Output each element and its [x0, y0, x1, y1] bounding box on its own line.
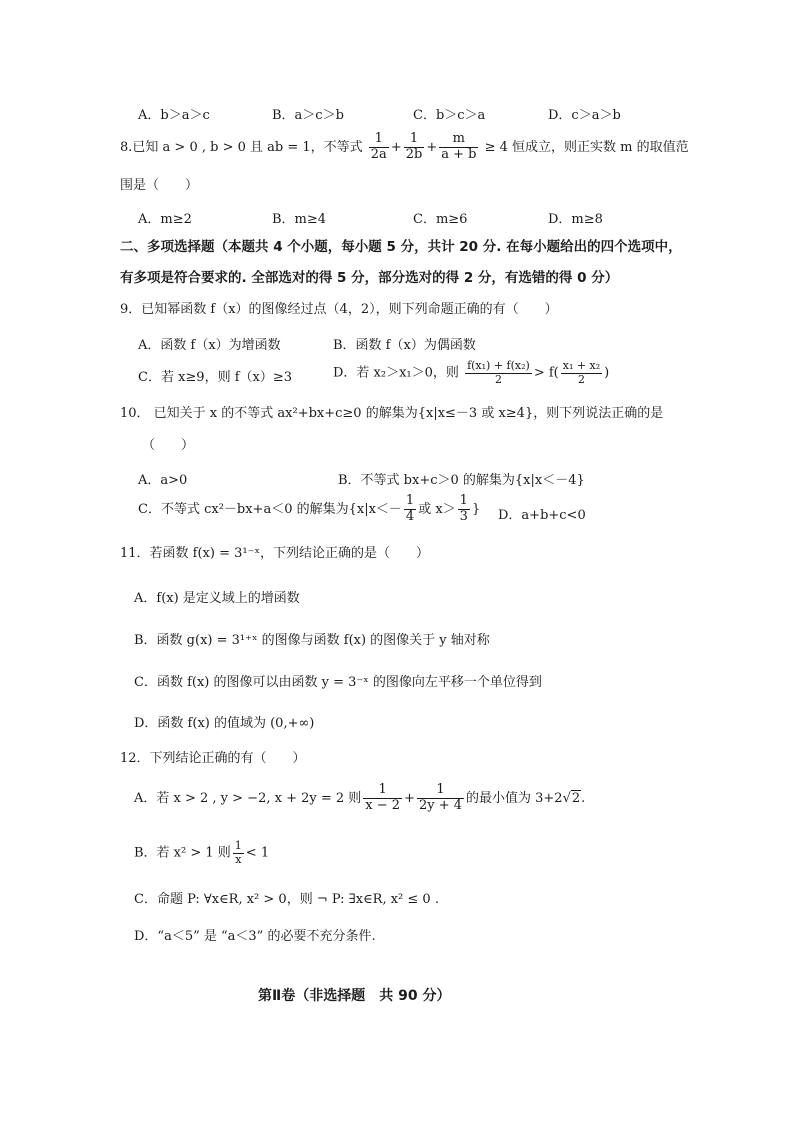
- q8-suffix: ≥ 4 恒成立，则正实数 m 的取值范: [484, 139, 689, 155]
- q9-option-d: D．若 x₂＞x₁＞0，则 $\frac{\text{f(x₁) + f(x₂)}}{2}$ > f( $\frac{\text{x₁ + x₂}}{2}$ ): [333, 359, 610, 386]
- q8-stem-line2: 围是（ ）: [120, 178, 199, 193]
- q8-stem: 8.已知 a > 0 , b > 0 且 ab = 1，不等式 $\frac{1}{2a}$ + $\frac{1}{2b}$ + $\frac{m}{a + b}$ ≥ 4 恒成立，则正实数 m 的取值范: [120, 131, 689, 162]
- q7-option-a: A．b＞a＞c: [138, 108, 210, 123]
- q8-option-d: D．m≥8: [548, 212, 603, 227]
- q12-option-a-sqrt: 2: [571, 790, 581, 806]
- section2-heading-line1: 二、多项选择题（本题共 4 个小题，每小题 5 分，共计 20 分. 在每小题给出的四个选项中，: [120, 239, 682, 255]
- q8-fraction-3: $\frac{m}{a + b}$: [441, 131, 477, 162]
- section2-heading-line2: 有多项是符合要求的. 全部选对的得 5 分，部分选对的得 2 分，有选错的得 0 分）: [120, 270, 619, 286]
- q9-option-d-fraction-1: $\frac{\text{f(x₁) + f(x₂)}}{2}$: [467, 359, 530, 386]
- q10-option-b: B．不等式 bx+c＞0 的解集为{x|x＜－4}: [338, 473, 585, 488]
- q11-option-b: B．函数 g(x) = 3¹⁺ˣ 的图像与函数 f(x) 的图像关于 y 轴对称: [134, 633, 490, 648]
- q11-option-c: C．函数 f(x) 的图像可以由函数 y = 3⁻ˣ 的图像向左平移一个单位得到: [134, 675, 542, 690]
- q12-option-a-fraction-1: $\frac{1}{x - 2}$: [365, 782, 401, 813]
- q12-option-b-fraction: $\frac{1}{x}$: [234, 839, 242, 866]
- q10-option-a: A．a>0: [138, 473, 188, 488]
- q10-paren: （ ）: [142, 438, 195, 453]
- q9-stem: 9．已知幂函数 f（x）的图像经过点（4，2），则下列命题正确的有（ ）: [120, 302, 558, 317]
- q12-option-c: C．命题 P: ∀x∈R, x² > 0，则 ¬ P: ∃x∈R, x² ≤ 0 .: [134, 892, 439, 907]
- q10-stem: 10． 已知关于 x 的不等式 ax²+bx+c≥0 的解集为{x|x≤－3 或 x≥4}，则下列说法正确的是: [120, 406, 664, 421]
- q9-option-c: C．若 x≥9，则 f（x）≥3: [138, 370, 293, 385]
- q12-option-a-fraction-2: $\frac{1}{2y + 4}$: [418, 782, 462, 813]
- q8-fraction-1: $\frac{1}{2a}$: [370, 131, 387, 162]
- q8-fraction-2: $\frac{1}{2b}$: [405, 131, 423, 162]
- q8-option-b: B．m≥4: [272, 212, 327, 227]
- q10-option-d: D．a+b+c<0: [498, 508, 586, 523]
- q11-option-a: A．f(x) 是定义域上的增函数: [134, 591, 300, 606]
- q9-option-b: B．函数 f（x）为偶函数: [333, 338, 476, 353]
- q8-prefix: 8.已知: [120, 139, 159, 155]
- q12-option-a: A．若 x > 2 , y > −2, x + 2y = 2 则 $\frac{1}{x - 2}$ + $\frac{1}{2y + 4}$ 的最小值为 3+2√2.: [134, 782, 586, 813]
- q8-option-c: C．m≥6: [413, 212, 468, 227]
- part2-title: 第Ⅱ卷（非选择题 共 90 分）: [258, 988, 451, 1004]
- q7-option-d: D．c＞a＞b: [548, 108, 621, 123]
- q12-stem: 12．下列结论正确的有（ ）: [120, 751, 306, 766]
- q10-option-c: C．不等式 cx²－bx+a＜0 的解集为{x|x＜－ $\frac{1}{4}$ 或 x＞ $\frac{1}{3}$ }: [138, 493, 481, 524]
- q7-option-b: B．a＞c＞b: [272, 108, 344, 123]
- q10-option-c-fraction-1: $\frac{1}{4}$: [405, 493, 415, 524]
- q12-option-b: B．若 x² > 1 则 $\frac{1}{x}$ < 1: [134, 839, 270, 866]
- q9-option-d-fraction-2: $\frac{\text{x₁ + x₂}}{2}$: [562, 359, 601, 386]
- q8-option-a: A．m≥2: [138, 212, 192, 227]
- q11-option-d: D．函数 f(x) 的值域为 (0,+∞): [134, 716, 315, 731]
- q12-option-d: D．“a＜5” 是 “a＜3” 的必要不充分条件.: [134, 929, 376, 944]
- q7-option-c: C．b＞c＞a: [413, 108, 486, 123]
- q11-stem: 11．若函数 f(x) = 3¹⁻ˣ，下列结论正确的是（ ）: [120, 546, 429, 561]
- q8-condition: a > 0 , b > 0 且 ab = 1，不等式: [162, 139, 363, 155]
- q9-option-a: A．函数 f（x）为增函数: [138, 338, 281, 353]
- q10-option-c-fraction-2: $\frac{1}{3}$: [459, 493, 468, 524]
